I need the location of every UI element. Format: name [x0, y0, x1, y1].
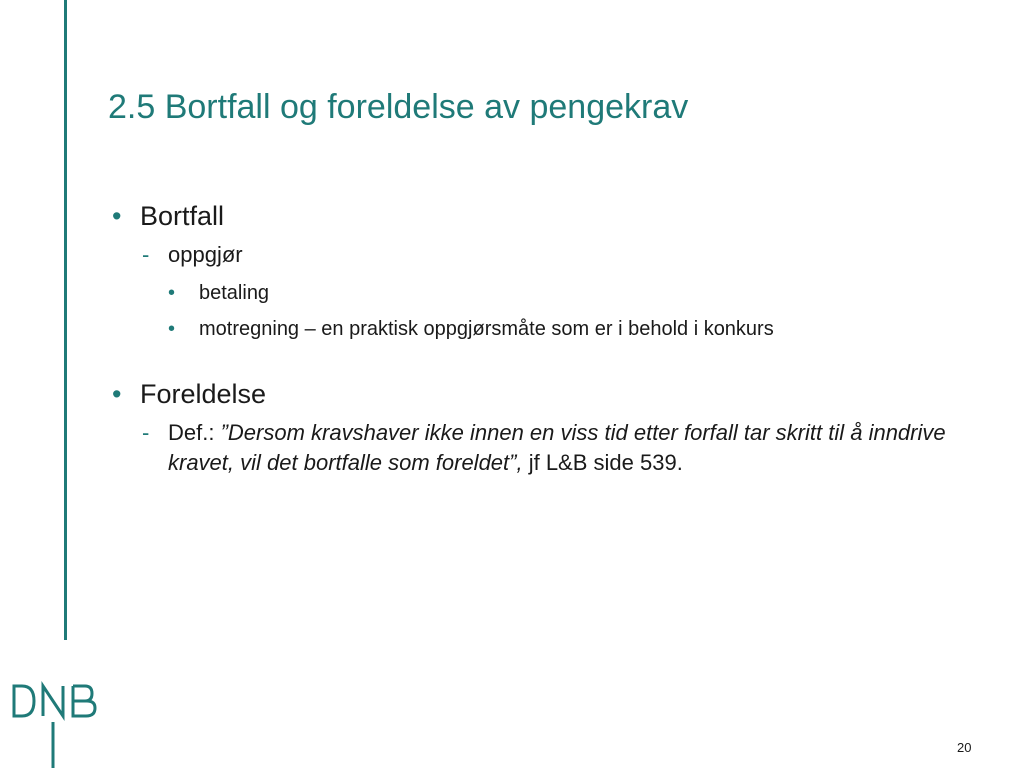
bullet-foreldelse [110, 376, 970, 412]
sub-oppgjor [110, 240, 970, 270]
dash-icon: - [142, 242, 150, 267]
slide-content [110, 198, 970, 478]
definition-suffix: jf L&B side 539. [522, 450, 683, 475]
dnb-logo [8, 672, 104, 768]
sub-oppgjor-text: oppgjør [168, 242, 243, 267]
bullet-icon: • [168, 318, 176, 340]
item-betaling [110, 280, 970, 306]
slide-title: 2.5 Bortfall og foreldelse av pengekrav [108, 88, 689, 126]
vertical-accent-line [64, 0, 67, 640]
definition-prefix: Def.: [168, 420, 221, 445]
item-motregning-text: motregning – en praktisk oppgjørsmåte som er i behold i konkurs [199, 318, 774, 340]
bullet-icon: • [112, 379, 122, 409]
page-number: 20 [957, 740, 972, 755]
spacer [110, 342, 970, 376]
bullet-foreldelse-text: Foreldelse [140, 379, 267, 409]
dash-icon: - [142, 420, 150, 445]
sub-definition [110, 418, 970, 478]
definition-quote: ”Dersom kravshaver ikke innen en viss tid etter forfall tar skritt til å inndrive kravet, vil det bortfalle som foreldet”, [168, 420, 946, 475]
bullet-icon: • [168, 282, 176, 304]
bullet-bortfall-text: Bortfall [140, 201, 225, 231]
item-betaling-text: betaling [199, 282, 270, 304]
item-motregning [110, 316, 970, 342]
bullet-icon: • [112, 201, 122, 231]
bullet-bortfall [110, 198, 970, 234]
